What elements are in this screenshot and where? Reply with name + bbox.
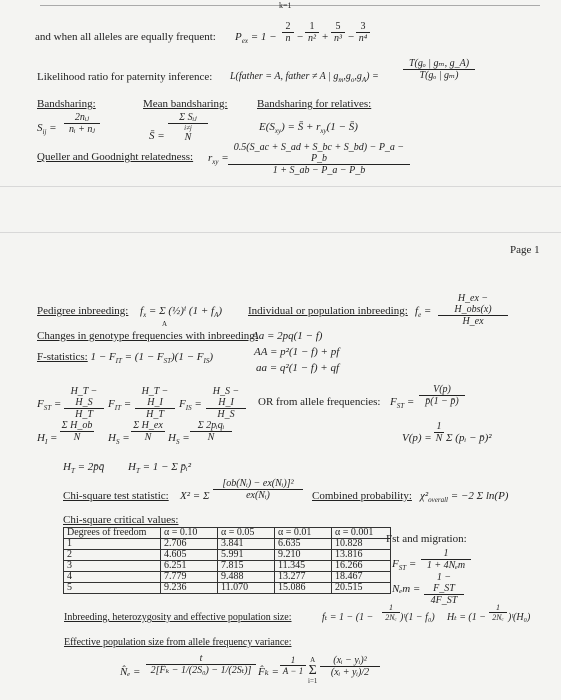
hs-frac: $\frac{\text{Σ H\_ex}}{N}$: [131, 420, 165, 443]
fst-mig-eq: $F_{ST}$ =: [392, 558, 417, 573]
individual-label: Individual or population inbreeding:: [248, 305, 408, 317]
s-bar: S̄ =: [149, 130, 165, 142]
ht-eq-2: $H_T = 1 - \Sigma$ p̄ᵢ²: [128, 461, 192, 476]
table-row: [64, 539, 391, 550]
het-rhs: )ᵗ(H₀): [508, 612, 531, 623]
ne-frac: $\frac{t}{\text{2[F̂ₖ − 1/(2S₀) − 1/(2Sₜ)]}}$: [146, 653, 256, 676]
chisq-frac: $\frac{\text{[ob(Nᵢ) − ex(Nᵢ)]²}}{\text{ex(Nᵢ)}}$: [213, 478, 303, 501]
fst-eq: $F_{ST}$ =: [37, 398, 62, 413]
fit-eq: $F_{IT}$ =: [108, 398, 132, 413]
het-eq: Hₜ = (1 −: [447, 612, 487, 623]
effective-label: Effective population size from allele frequency variance:: [64, 637, 292, 648]
table-cell: 9.210: [275, 550, 332, 561]
table-cell: 10.828: [332, 539, 391, 550]
genotype-changes-label: Changes in genotype frequencies with inbreeding:: [37, 330, 258, 342]
table-cell: 3.841: [218, 539, 275, 550]
minus-sign: −: [297, 31, 304, 43]
s-ij-frac: 2nᵢⱼ nᵢ + nⱼ: [64, 112, 100, 135]
or-frac: $\frac{V(p)}{p̄(1 - p̄)}$: [419, 384, 465, 407]
likelihood-frac: $\frac{\text{T(gₒ | gₘ, g\_A)}}{\text{T(gₒ | gₘ)}}$: [403, 58, 475, 81]
hs2-eq: $H_S$ =: [168, 432, 190, 447]
page-divider-mid: [0, 232, 561, 233]
combined-label: Combined probability:: [312, 490, 412, 502]
bandsharing-label: Bandsharing:: [37, 98, 96, 110]
table-cell: 9.236: [161, 583, 218, 594]
plus-sign: +: [322, 31, 329, 43]
critical-label: Chi-square critical values:: [63, 514, 179, 526]
ht-eq-1: $H_T$ = 2p̄q̄: [63, 461, 105, 476]
table-cell: 4.605: [161, 550, 218, 561]
fis-frac: $\frac{H\_S - H\_I}{H\_S}$: [206, 386, 246, 420]
aa-hom: AA = p²(1 − f) + pf: [254, 346, 340, 358]
fk-eq: F̂ₖ =: [258, 666, 279, 678]
table-cell: 5.991: [218, 550, 275, 561]
table-cell: 16.266: [332, 561, 391, 572]
top-label: k=1: [279, 1, 292, 10]
table-header: Degrees of freedom: [64, 528, 161, 539]
fk-frac: $\frac{1}{A - 1}$: [280, 655, 306, 676]
table-cell: 9.488: [218, 572, 275, 583]
individual-frac: H_ex − H_obs(x) H_ex: [438, 293, 508, 327]
table-header-row: [64, 528, 391, 539]
table-cell: 4: [64, 572, 161, 583]
or-fst-eq: $F_{ST}$ =: [390, 396, 415, 411]
table-cell: 7.815: [218, 561, 275, 572]
vp-eq: V(p) =: [402, 432, 432, 444]
alleles-equal-label: and when all alleles are equally frequent:: [35, 31, 216, 43]
hs2-frac: Σ 2pᵢqᵢ N: [190, 420, 232, 443]
pedigree-sum-sub: A: [162, 320, 168, 328]
table-cell: 18.467: [332, 572, 391, 583]
page-divider-top: [0, 186, 561, 187]
fit-frac: $\frac{H\_T - H\_I}{H\_T}$: [135, 386, 175, 420]
table-row: [64, 583, 391, 594]
likelihood-eq: L(father = A, father ≠ A | $g_m,g_o,g_A$) =: [230, 71, 379, 84]
table-cell: 15.086: [275, 583, 332, 594]
table-header: α = 0.05: [218, 528, 275, 539]
relatives-eq: $E(S_{xy})$ = S̄ + $r_{xy}(1$ − S̄): [259, 121, 358, 136]
s-ij: $S_{ij}$ =: [37, 122, 57, 137]
inbreeding-frac: $\frac{1}{\text{2Nₑ}}$: [382, 603, 400, 622]
aa-rec: aa = q²(1 − f) + qf: [256, 362, 340, 374]
vp-frac: $\frac{1}{N}$: [435, 421, 443, 444]
bandsharing-relatives-label: Bandsharing for relatives:: [257, 98, 372, 110]
hs-eq: $H_S$ =: [108, 432, 130, 447]
inbreeding-eq: fₜ = 1 − (1 −: [322, 612, 374, 623]
het-frac: $\frac{1}{\text{2Nₑ}}$: [489, 603, 507, 622]
table-cell: 6.251: [161, 561, 218, 572]
queller-frac: $\frac{0.5(S\_ac + S\_ad + S\_bc + S\_bd) - P\_a - P\_b}{1 + S\_ab - P\_a - P\_b}$: [228, 142, 410, 176]
combined-eq: $\chi^2_{overall} = -2$ Σ ln(P): [420, 490, 509, 505]
table-cell: 11.070: [218, 583, 275, 594]
table-cell: 11.345: [275, 561, 332, 572]
alleles-frac-4: $\frac{3}{\text{n⁴}}$: [356, 21, 370, 44]
or-label: OR from allele frequencies:: [258, 396, 381, 408]
table-header: α = 0.01: [275, 528, 332, 539]
page-number: Page 1: [510, 244, 540, 256]
fstat-label: F-statistics: $1 - F_{IT} = (1 - F_{ST})(1 - F_{IS})$: [37, 351, 213, 366]
ne-eq: N̂ₑ =: [120, 666, 141, 678]
table-cell: 2.706: [161, 539, 218, 550]
aa-het: Aa = 2pq(1 − f): [252, 330, 323, 342]
table-row: [64, 561, 391, 572]
alleles-eq: $P_{ex} = 1$ −: [235, 31, 277, 46]
minus-sign: −: [348, 31, 355, 43]
individual-eq: $f_e$ =: [415, 305, 432, 320]
table-cell: 3: [64, 561, 161, 572]
chisq-label: Chi-square test statistic:: [63, 490, 169, 502]
alleles-frac-3: $\frac{5}{\text{n³}}$: [331, 21, 345, 44]
likelihood-label: Likelihood ratio for paternity inference:: [37, 71, 213, 83]
hi-eq: $H_I$ =: [37, 432, 58, 447]
fk-inner-frac: $\frac{\text{(xᵢ − yᵢ)²}}{\text{(xᵢ + yᵢ)/2}}$: [320, 655, 380, 678]
fst-frac: $\frac{H\_T - H\_S}{H\_T}$: [64, 386, 104, 420]
table-cell: 2: [64, 550, 161, 561]
fis-eq: $F_{IS}$ =: [179, 398, 202, 413]
alleles-frac-2: $\frac{1}{\text{n²}}$: [305, 21, 319, 44]
vp-rhs: Σ (pᵢ − p̄)²: [446, 432, 492, 444]
table-cell: 1: [64, 539, 161, 550]
table-row: [64, 550, 391, 561]
mean-bandsharing-label: Mean bandsharing:: [143, 98, 228, 110]
queller-label: Queller and Goodnight relatedness:: [37, 151, 194, 163]
table-row: [64, 572, 391, 583]
s-bar-frac: Σ Sᵢⱼ i≠j N: [168, 112, 208, 143]
chi-square-table: [63, 527, 391, 594]
fst-mig-frac: 1 1 + 4Nₑm: [421, 548, 471, 571]
table-header: α = 0.10: [161, 528, 218, 539]
pedigree-eq: $f_x = \Sigma$ (½)ⁱ $(1 + f_A)$: [140, 305, 223, 320]
chisq-eq: X² = Σ: [180, 490, 210, 502]
hi-frac: $\frac{\text{Σ H\_ob}}{N}$: [61, 420, 93, 443]
nm-eq: Nₑm =: [392, 583, 421, 595]
table-cell: 13.816: [332, 550, 391, 561]
table-cell: 6.635: [275, 539, 332, 550]
queller-r: $r_{xy}$ =: [208, 152, 229, 167]
table-cell: 5: [64, 583, 161, 594]
table-header: α = 0.001: [332, 528, 391, 539]
inbreeding-rhs: )ᵗ(1 − f₀): [400, 612, 435, 623]
pedigree-label: Pedigree inbreeding:: [37, 305, 129, 317]
table-cell: 7.779: [161, 572, 218, 583]
fk-sum: A Σ i=1: [308, 656, 318, 685]
nm-frac: $\frac{1 - F\_ST}{4F\_ST}$: [424, 572, 464, 606]
inbreeding-label: Inbreeding, heterozygosity and effective population size:: [64, 612, 292, 623]
alleles-frac-1: $\frac{2}{n}$: [282, 21, 294, 44]
fst-migration-label: Fst and migration:: [386, 533, 467, 545]
table-cell: 20.515: [332, 583, 391, 594]
table-cell: 13.277: [275, 572, 332, 583]
